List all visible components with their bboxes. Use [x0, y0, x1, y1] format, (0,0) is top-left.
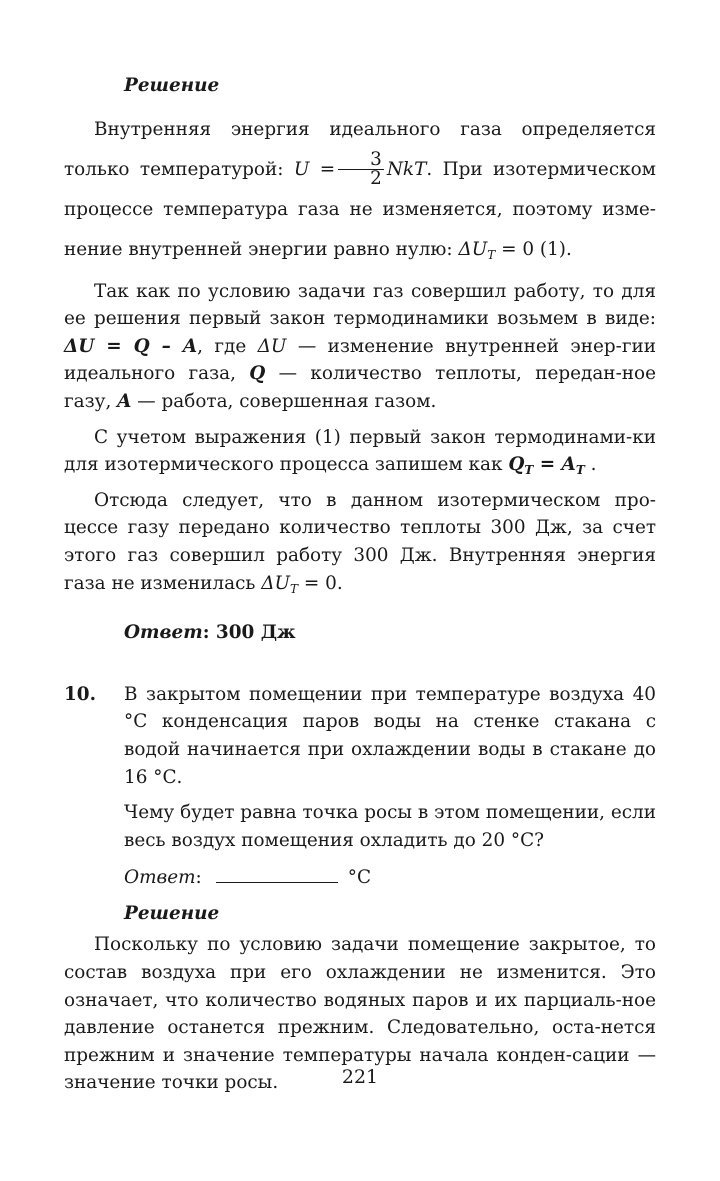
answer-blank-line [216, 864, 338, 883]
fraction: $\frac{3}{2}$ [338, 151, 384, 188]
formula-q-equals-a: $Q_T = A_T$ [508, 454, 585, 478]
task-10-condition: В закрытом помещении при температуре воздуха 40 °С конденсация паров воды на стенке стакана с водой начинается при охлаждении воды в стакане до 16 °С. [124, 683, 656, 788]
paragraph-isothermal: С учетом выражения (1) первый закон термодинами-ки для изотермического процесса запишем как $Q_T = A_T$ . [64, 426, 656, 478]
paragraph-internal-energy: Внутренняя энергия идеального газа определяется только температурой: U = $\frac{3}{2}$ NkT. При изотермическом процессе температура газа не изменяется, поэтому изме-нение внутренней энергии равно нулю: $\Delta U_T = 0$ (1). [64, 118, 656, 262]
formula-first-law: ΔU = Q – A [64, 335, 198, 357]
page-content [64, 72, 656, 1105]
solution-heading: Решение [124, 75, 220, 96]
task-10 [64, 681, 656, 928]
task-number: 10. [64, 683, 96, 705]
paragraph-conclusion: Отсюда следует, что в данном изотермическом про-цессе газу передано количество теплоты 300 Дж, за счет этого газ совершил работу 300 Дж. Внутренняя энергия газа не изменилась $\Delta U_T = 0$. [64, 489, 656, 596]
formula-u: U = $\frac{3}{2}$ NkT [293, 149, 427, 190]
task-10-answer: Ответ: °С [124, 864, 656, 892]
formula-delta-u: $\Delta U_T$ [458, 238, 496, 262]
task-10-question: Чему будет равна точка росы в этом помещении, если весь воздух помещения охладить до 20 °С? [124, 802, 656, 851]
task-10-solution-text: Поскольку по условию задачи помещение закрытое, то состав воздуха при его охлаждении не изменится. Это означает, что количество водяных паров и их парциаль-ное давление останется прежним. Следовательно, оста-нется прежним и значение температуры начала конден-сации — значение точки росы. [64, 934, 656, 1094]
page-number: 221 [341, 1066, 379, 1088]
task-10-solution-heading: Решение [124, 902, 220, 924]
paragraph-first-law: Так как по условию задачи газ совершил работу, то для ее решения первый закон термодинамики возьмем в виде: ΔU = Q – A, где ΔU — изменение внутренней энер-гии идеального газа, Q — количество теплоты, передан-ное газу, A — работа, совершенная газом. [64, 280, 656, 412]
answer-1: Ответ: 300 Дж [124, 622, 296, 644]
